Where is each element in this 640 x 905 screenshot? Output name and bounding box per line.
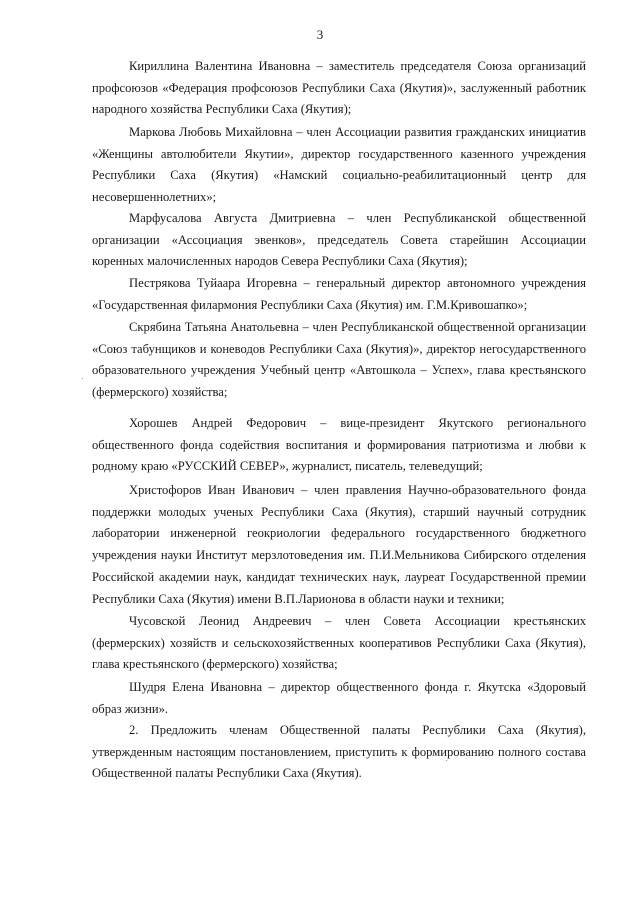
page-number: 3 (316, 27, 324, 42)
member-entry-khristoforov: Христофоров Иван Иванович – член правления Научно-образовательного фонда поддержки молодых ученых Республики Саха (Якутия), старший научный сотрудник лаборатории инженерной геокриологии федерального государственного бюджетного учреждения науки Институт мерзлотоведения им. П.И.Мельникова Сибирского отделения Российской академии наук, кандидат технических наук, лауреат Государственной премии Республики Саха (Якутия) имени В.П.Ларионова в области науки и техники; (92, 483, 586, 606)
member-entry-pestryakova: Пестрякова Туйаара Игоревна – генеральный директор автономного учреждения «Государственная филармония Республики Саха (Якутия) им. Г.М.Кривошапко»; (92, 276, 586, 312)
scan-speck (82, 378, 83, 379)
scan-speck (446, 760, 447, 761)
clause-2: 2. Предложить членам Общественной палаты Республики Саха (Якутия), утвержденным настоящим постановлением, приступить к формированию полного состава Общественной палаты Республики Саха (Якутия). (92, 723, 586, 781)
member-entry-chusovskoy: Чусовской Леонид Андреевич – член Совета Ассоциации крестьянских (фермерских) хозяйств и сельскохозяйственных кооперативов Республики Саха (Якутия), глава крестьянского (фермерского) хозяйства; (92, 614, 586, 672)
member-entry-kirillina: Кириллина Валентина Ивановна – заместитель председателя Союза организаций профсоюзов «Федерация профсоюзов Республики Саха (Якутия)», заслуженный работник народного хозяйства Республики Саха (Якутия); (92, 59, 586, 117)
member-entry-marfusalova: Марфусалова Августа Дмитриевна – член Республиканской общественной организации «Ассоциация эвенков», председатель Совета старейшин Ассоциации коренных малочисленных народов Севера Республики Саха (Якутия); (92, 211, 586, 269)
member-entry-markova: Маркова Любовь Михайловна – член Ассоциации развития гражданских инициатив «Женщины автолюбители Якутии», директор государственного казенного учреждения Республики Саха (Якутия) «Намский социально-реабилитационный центр для несовершеннолетних»; (92, 125, 586, 205)
member-entry-shudrya: Шудря Елена Ивановна – директор общественного фонда г. Якутска «Здоровый образ жизни». (92, 680, 586, 716)
member-entry-khoroshev: Хорошев Андрей Федорович – вице-президент Якутского регионального общественного фонда содействия воспитания и формирования патриотизма и любви к родному краю «РУССКИЙ СЕВЕР», журналист, писатель, телеведущий; (92, 416, 586, 474)
member-entry-skryabina: Скрябина Татьяна Анатольевна – член Республиканской общественной организации «Союз табунщиков и коневодов Республики Саха (Якутия)», директор негосударственного образовательного учреждения Учебный центр «Автошкола – Успех», глава крестьянского (фермерского) хозяйства; (92, 320, 586, 400)
